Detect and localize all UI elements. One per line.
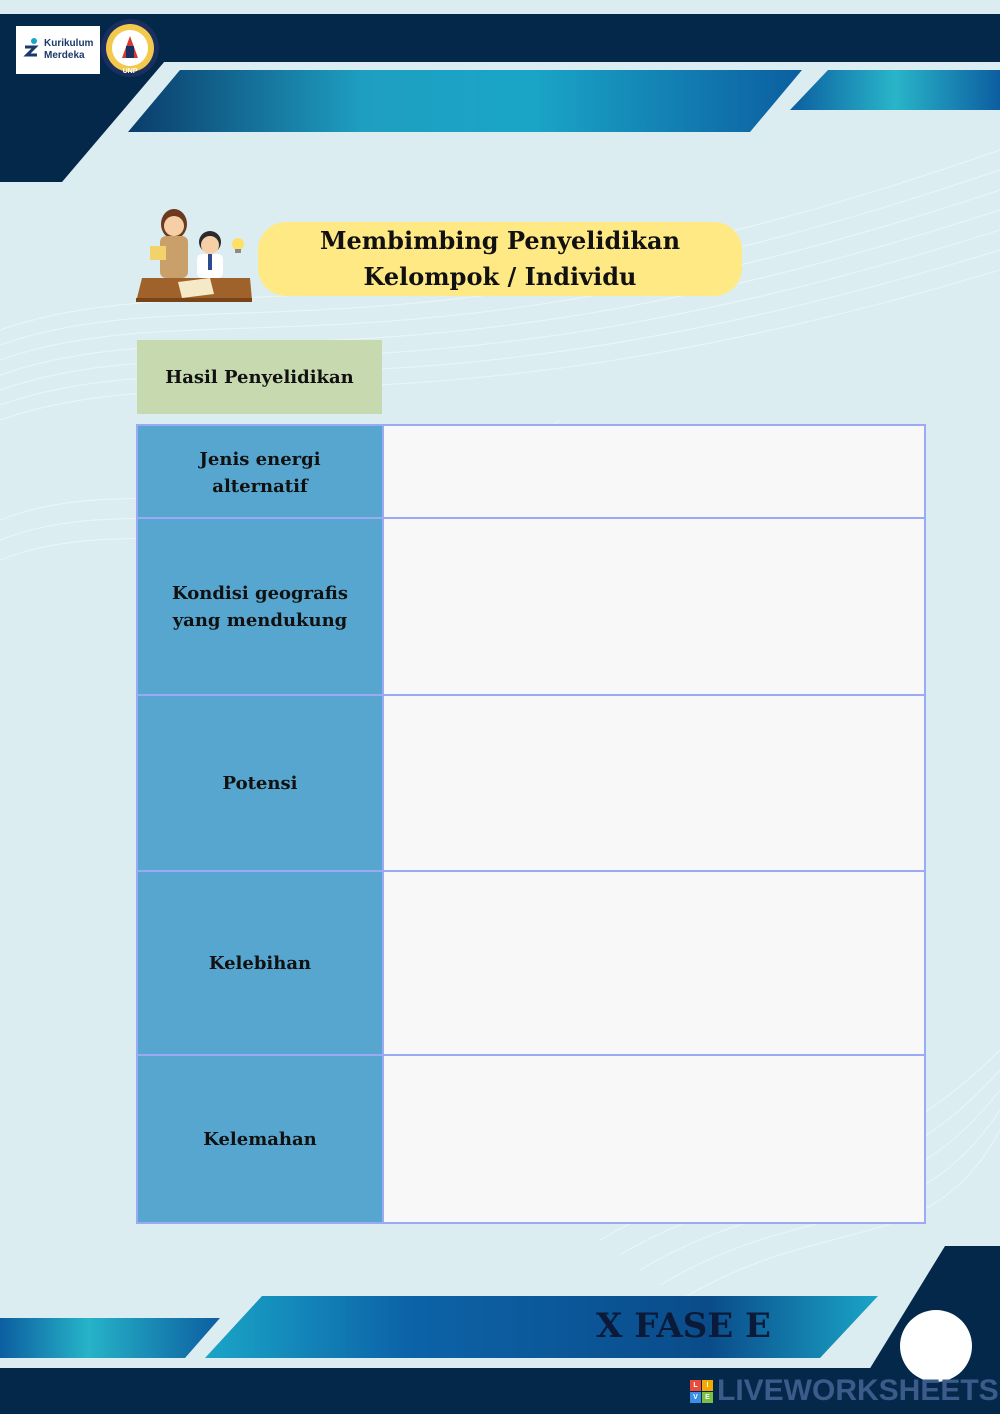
- university-seal-logo: [100, 18, 160, 78]
- class-phase-label: X FASE E: [596, 1306, 771, 1346]
- section-label: Hasil Penyelidikan: [137, 340, 382, 414]
- table-row: [138, 426, 924, 519]
- white-circle-badge: [900, 1310, 972, 1382]
- table-row: [138, 870, 924, 1055]
- table-row: [138, 694, 924, 871]
- kurikulum-merdeka-icon: [22, 37, 40, 63]
- title-line-2: Kelompok / Individu: [363, 262, 637, 291]
- investigation-table: [136, 424, 926, 1224]
- title-line-1: Membimbing Penyelidikan: [319, 226, 681, 255]
- answer-field-advantages[interactable]: [384, 872, 924, 1055]
- kurikulum-merdeka-logo: [16, 26, 100, 74]
- logo-line-2: Merdeka: [44, 50, 85, 61]
- page-title: [258, 222, 742, 296]
- liveworksheets-text: LIVEWORKSHEETS: [717, 1374, 999, 1407]
- row-label-potential: Potensi: [138, 696, 384, 871]
- row-label-geographic-conditions: Kondisi geografis yang mendukung: [138, 519, 384, 695]
- answer-field-disadvantages[interactable]: [384, 1056, 924, 1222]
- liveworksheets-icon: L I V E: [690, 1380, 713, 1403]
- row-label-energy-type: Jenis energi alternatif: [138, 426, 384, 519]
- answer-field-geographic-conditions[interactable]: [384, 519, 924, 695]
- liveworksheets-watermark: [690, 1374, 999, 1408]
- teacher-student-illustration: [134, 202, 256, 304]
- logo-line-1: Kurikulum: [44, 38, 94, 49]
- answer-field-potential[interactable]: [384, 696, 924, 871]
- answer-field-energy-type[interactable]: [384, 426, 924, 519]
- seal-text: UNP: [122, 68, 138, 75]
- table-row: [138, 517, 924, 695]
- row-label-advantages: Kelebihan: [138, 872, 384, 1055]
- row-label-disadvantages: Kelemahan: [138, 1056, 384, 1222]
- table-row: [138, 1054, 924, 1222]
